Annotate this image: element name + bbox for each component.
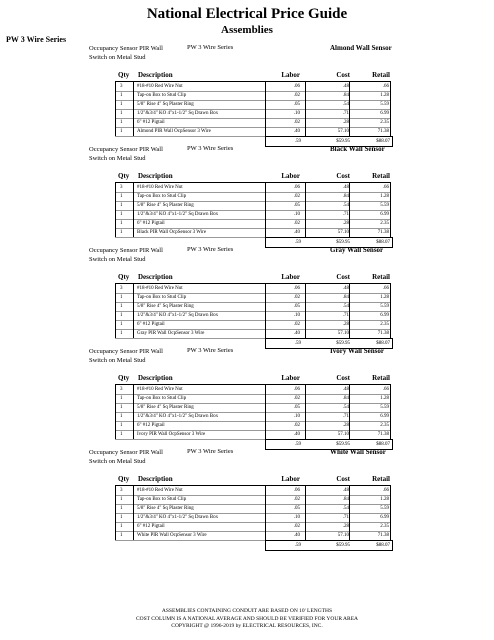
cell-qty: 1	[120, 102, 123, 107]
cell-description: Tap-on Box to Stud Clip	[137, 295, 187, 300]
cell-retail: 6.99	[380, 212, 389, 217]
cell-labor: .05	[293, 405, 300, 410]
cell-description: 6" #12 Pigtail	[137, 423, 165, 428]
column-divider	[349, 82, 350, 136]
cell-labor: .02	[293, 423, 300, 428]
cell-description: 6" #12 Pigtail	[137, 322, 165, 327]
cell-labor: .02	[293, 524, 300, 529]
assembly-section	[0, 44, 494, 148]
cell-labor: .10	[293, 313, 300, 318]
table-header	[0, 172, 494, 182]
col-header-retail: Retail	[372, 475, 390, 483]
cell-cost: .71	[342, 313, 349, 318]
column-divider	[305, 183, 306, 237]
cell-description: 6" #12 Pigtail	[137, 221, 165, 226]
assembly-line-1: Occupancy Sensor PIR Wall	[89, 348, 163, 355]
cell-labor: .40	[293, 129, 300, 134]
cell-qty: 1	[120, 111, 123, 116]
col-header-labor: Labor	[281, 71, 300, 79]
col-header-description: Description	[138, 374, 173, 382]
total-cost: $59.95	[336, 442, 350, 447]
cell-description: Gray PIR Wall OcpSensor 3 Wire	[137, 331, 205, 336]
col-header-cost: Cost	[336, 374, 350, 382]
col-header-retail: Retail	[372, 172, 390, 180]
page-title: National Electrical Price Guide	[146, 6, 348, 22]
cell-qty: 1	[120, 212, 123, 217]
table-header	[0, 374, 494, 384]
cell-retail: 71.38	[377, 432, 389, 437]
cell-labor: .40	[293, 533, 300, 538]
totals-row	[265, 540, 393, 551]
total-cost: $59.95	[336, 543, 350, 548]
parts-table	[115, 182, 391, 246]
cell-description: #18-#10 Red Wire Nut	[137, 286, 183, 291]
cell-cost: 57.10	[337, 230, 349, 235]
column-divider	[265, 82, 266, 136]
cell-retail: 1.28	[380, 295, 389, 300]
assembly-description	[89, 246, 189, 264]
col-header-labor: Labor	[281, 475, 300, 483]
total-labor: .59	[294, 341, 301, 346]
assembly-line-2: Switch on Metal Stud	[89, 54, 146, 61]
column-divider	[133, 385, 134, 439]
total-labor: .59	[294, 442, 301, 447]
assembly-name: Gray Wall Sensor	[330, 246, 384, 254]
cell-cost: .71	[342, 414, 349, 419]
cell-retail: 71.38	[377, 230, 389, 235]
cell-cost: .54	[342, 506, 349, 511]
column-divider	[349, 284, 350, 338]
assembly-line-1: Occupancy Sensor PIR Wall	[89, 247, 163, 254]
cell-retail: .66	[382, 185, 389, 190]
cell-labor: .05	[293, 203, 300, 208]
cell-labor: .40	[293, 230, 300, 235]
cell-qty: 1	[120, 423, 123, 428]
cell-description: 1/2"&3/4" KO 4"x1-1/2" Sq Drawn Box	[137, 111, 219, 116]
column-divider	[115, 284, 116, 338]
cell-description: Almond PIR Wall OcpSensor 3 Wire	[137, 129, 211, 134]
assembly-line-1: Occupancy Sensor PIR Wall	[89, 146, 163, 153]
cell-labor: .10	[293, 111, 300, 116]
col-header-description: Description	[138, 475, 173, 483]
assembly-description	[89, 145, 189, 163]
assembly-section	[0, 448, 494, 552]
cell-retail: 1.28	[380, 497, 389, 502]
cell-qty: 1	[120, 497, 123, 502]
cell-retail: 6.99	[380, 515, 389, 520]
cell-labor: .02	[293, 221, 300, 226]
cell-qty: 1	[120, 313, 123, 318]
col-header-cost: Cost	[336, 273, 350, 281]
cell-cost: .84	[342, 295, 349, 300]
cell-cost: .84	[342, 194, 349, 199]
series-heading: PW 3 Wire Series	[6, 35, 67, 44]
cell-retail: 5.59	[380, 203, 389, 208]
cell-qty: 3	[120, 185, 123, 190]
cell-description: 6" #12 Pigtail	[137, 120, 165, 125]
cell-labor: .06	[293, 84, 300, 89]
assembly-description	[89, 448, 189, 466]
cell-labor: .02	[293, 322, 300, 327]
col-header-retail: Retail	[372, 71, 390, 79]
cell-cost: .48	[342, 387, 349, 392]
cell-retail: 2.35	[380, 423, 389, 428]
cell-cost: .54	[342, 304, 349, 309]
column-divider	[349, 183, 350, 237]
column-divider	[305, 486, 306, 540]
col-header-cost: Cost	[336, 172, 350, 180]
column-divider	[265, 284, 266, 338]
cell-labor: .02	[293, 194, 300, 199]
column-divider	[305, 82, 306, 136]
assembly-series: PW 3 Wire Series	[187, 44, 234, 51]
table-header	[0, 273, 494, 283]
col-header-retail: Retail	[372, 273, 390, 281]
total-retail: $88.07	[376, 442, 390, 447]
column-divider	[133, 284, 134, 338]
cell-retail: 6.99	[380, 313, 389, 318]
cell-description: #18-#10 Red Wire Nut	[137, 185, 183, 190]
cell-labor: .40	[293, 432, 300, 437]
cell-description: 6" #12 Pigtail	[137, 524, 165, 529]
cell-retail: 1.28	[380, 194, 389, 199]
parts-table	[115, 384, 391, 448]
col-header-description: Description	[138, 71, 173, 79]
cell-description: 5/8" Rise 4" Sq Plaster Ring	[137, 203, 194, 208]
cell-retail: .66	[382, 286, 389, 291]
assembly-series: PW 3 Wire Series	[187, 448, 234, 455]
assembly-name: Ivory Wall Sensor	[330, 347, 384, 355]
column-divider	[390, 486, 391, 540]
cell-cost: .84	[342, 396, 349, 401]
col-header-description: Description	[138, 273, 173, 281]
column-divider	[305, 385, 306, 439]
cell-qty: 1	[120, 120, 123, 125]
assembly-line-1: Occupancy Sensor PIR Wall	[89, 449, 163, 456]
cell-cost: .48	[342, 185, 349, 190]
total-cost: $59.95	[336, 240, 350, 245]
cell-cost: .28	[342, 524, 349, 529]
cell-qty: 1	[120, 414, 123, 419]
cell-cost: 57.10	[337, 129, 349, 134]
cell-retail: 5.59	[380, 405, 389, 410]
cell-retail: 1.28	[380, 93, 389, 98]
cell-qty: 1	[120, 405, 123, 410]
cell-qty: 1	[120, 194, 123, 199]
cell-description: Black PIR Wall OcpSensor 3 Wire	[137, 230, 207, 235]
cell-qty: 1	[120, 396, 123, 401]
cell-labor: .05	[293, 304, 300, 309]
cell-cost: .54	[342, 405, 349, 410]
page-subtitle: Assemblies	[221, 24, 273, 36]
column-divider	[349, 486, 350, 540]
cell-cost: .84	[342, 497, 349, 502]
cell-cost: .48	[342, 286, 349, 291]
assembly-name: Black Wall Sensor	[330, 145, 385, 153]
cell-qty: 1	[120, 322, 123, 327]
cell-labor: .06	[293, 488, 300, 493]
cell-description: Tap-on Box to Stud Clip	[137, 497, 187, 502]
column-divider	[133, 82, 134, 136]
cell-qty: 1	[120, 221, 123, 226]
assembly-section	[0, 145, 494, 249]
cell-description: #18-#10 Red Wire Nut	[137, 84, 183, 89]
cell-retail: 6.99	[380, 414, 389, 419]
table-header	[0, 71, 494, 81]
cell-cost: .71	[342, 515, 349, 520]
footer-copyright: COPYRIGHT @ 1996-2019 by ELECTRICAL RESOURCES, INC.	[171, 623, 323, 629]
cell-labor: .10	[293, 414, 300, 419]
cell-description: #18-#10 Red Wire Nut	[137, 387, 183, 392]
cell-cost: 57.10	[337, 533, 349, 538]
cell-qty: 1	[120, 304, 123, 309]
cell-description: 5/8" Rise 4" Sq Plaster Ring	[137, 304, 194, 309]
column-divider	[115, 486, 116, 540]
cell-qty: 3	[120, 387, 123, 392]
cell-labor: .10	[293, 212, 300, 217]
cell-description: 1/2"&3/4" KO 4"x1-1/2" Sq Drawn Box	[137, 515, 219, 520]
total-labor: .59	[294, 139, 301, 144]
cell-description: Tap-on Box to Stud Clip	[137, 93, 187, 98]
cell-retail: 5.59	[380, 304, 389, 309]
cell-qty: 1	[120, 230, 123, 235]
cell-labor: .02	[293, 93, 300, 98]
column-divider	[390, 82, 391, 136]
col-header-qty: Qty	[118, 475, 130, 483]
col-header-labor: Labor	[281, 172, 300, 180]
column-divider	[133, 183, 134, 237]
col-header-labor: Labor	[281, 374, 300, 382]
footer-note-conduit: ASSEMBLIES CONTAINING CONDUIT ARE BASED ON 10' LENGTHS	[161, 608, 333, 614]
cell-qty: 1	[120, 129, 123, 134]
assembly-description	[89, 44, 189, 62]
assembly-series: PW 3 Wire Series	[187, 145, 234, 152]
cell-cost: .71	[342, 111, 349, 116]
assembly-name: Almond Wall Sensor	[330, 44, 392, 52]
cell-cost: .71	[342, 212, 349, 217]
column-divider	[115, 385, 116, 439]
cell-qty: 1	[120, 515, 123, 520]
cell-retail: 2.35	[380, 524, 389, 529]
column-divider	[115, 183, 116, 237]
cell-description: 5/8" Rise 4" Sq Plaster Ring	[137, 102, 194, 107]
parts-table	[115, 283, 391, 347]
col-header-qty: Qty	[118, 71, 130, 79]
cell-description: White PIR Wall OcpSensor 3 Wire	[137, 533, 207, 538]
cell-cost: .28	[342, 322, 349, 327]
cell-qty: 1	[120, 524, 123, 529]
col-header-retail: Retail	[372, 374, 390, 382]
cell-labor: .02	[293, 295, 300, 300]
total-cost: $59.95	[336, 139, 350, 144]
parts-table	[115, 485, 391, 549]
cell-retail: 6.99	[380, 111, 389, 116]
cell-labor: .06	[293, 286, 300, 291]
assembly-line-2: Switch on Metal Stud	[89, 357, 146, 364]
column-divider	[265, 183, 266, 237]
col-header-labor: Labor	[281, 273, 300, 281]
cell-labor: .40	[293, 331, 300, 336]
cell-description: 1/2"&3/4" KO 4"x1-1/2" Sq Drawn Box	[137, 414, 219, 419]
col-header-cost: Cost	[336, 475, 350, 483]
cell-labor: .05	[293, 506, 300, 511]
column-divider	[390, 183, 391, 237]
col-header-qty: Qty	[118, 172, 130, 180]
column-divider	[390, 284, 391, 338]
cell-cost: .28	[342, 423, 349, 428]
cell-retail: 2.35	[380, 322, 389, 327]
cell-labor: .06	[293, 387, 300, 392]
cell-retail: 71.38	[377, 533, 389, 538]
cell-description: Tap-on Box to Stud Clip	[137, 396, 187, 401]
assembly-section	[0, 246, 494, 350]
assembly-line-2: Switch on Metal Stud	[89, 458, 146, 465]
cell-retail: 5.59	[380, 506, 389, 511]
cell-description: 1/2"&3/4" KO 4"x1-1/2" Sq Drawn Box	[137, 212, 219, 217]
assembly-line-2: Switch on Metal Stud	[89, 256, 146, 263]
cell-qty: 1	[120, 295, 123, 300]
cell-qty: 1	[120, 432, 123, 437]
cell-qty: 1	[120, 203, 123, 208]
cell-cost: .54	[342, 102, 349, 107]
assembly-description	[89, 347, 189, 365]
cell-description: 1/2"&3/4" KO 4"x1-1/2" Sq Drawn Box	[137, 313, 219, 318]
cell-labor: .10	[293, 515, 300, 520]
total-labor: .59	[294, 543, 301, 548]
cell-cost: .54	[342, 203, 349, 208]
cell-qty: 1	[120, 533, 123, 538]
cell-qty: 1	[120, 331, 123, 336]
assembly-series: PW 3 Wire Series	[187, 347, 234, 354]
page-footer	[0, 608, 494, 631]
total-retail: $88.07	[376, 240, 390, 245]
footer-note-cost: COST COLUMN IS A NATIONAL AVERAGE AND SHOULD BE VERIFIED FOR YOUR AREA	[135, 615, 359, 622]
col-header-qty: Qty	[118, 273, 130, 281]
cell-retail: 71.38	[377, 129, 389, 134]
column-divider	[305, 284, 306, 338]
cell-labor: .06	[293, 185, 300, 190]
total-retail: $88.07	[376, 341, 390, 346]
parts-table	[115, 81, 391, 145]
cell-cost: .48	[342, 488, 349, 493]
column-divider	[133, 486, 134, 540]
col-header-qty: Qty	[118, 374, 130, 382]
cell-retail: 5.59	[380, 102, 389, 107]
cell-qty: 3	[120, 286, 123, 291]
cell-description: 5/8" Rise 4" Sq Plaster Ring	[137, 506, 194, 511]
cell-labor: .02	[293, 396, 300, 401]
column-divider	[390, 385, 391, 439]
cell-cost: 57.10	[337, 432, 349, 437]
total-labor: .59	[294, 240, 301, 245]
cell-qty: 3	[120, 488, 123, 493]
cell-cost: .28	[342, 120, 349, 125]
column-divider	[349, 385, 350, 439]
cell-labor: .02	[293, 497, 300, 502]
cell-retail: 2.35	[380, 221, 389, 226]
cell-labor: .05	[293, 102, 300, 107]
cell-qty: 3	[120, 84, 123, 89]
assembly-section	[0, 347, 494, 451]
assembly-series: PW 3 Wire Series	[187, 246, 234, 253]
cell-retail: .66	[382, 387, 389, 392]
assembly-line-1: Occupancy Sensor PIR Wall	[89, 45, 163, 52]
total-cost: $59.95	[336, 341, 350, 346]
cell-description: 5/8" Rise 4" Sq Plaster Ring	[137, 405, 194, 410]
total-retail: $88.07	[376, 543, 390, 548]
cell-description: Ivory PIR Wall OcpSensor 3 Wire	[137, 432, 206, 437]
cell-cost: 57.10	[337, 331, 349, 336]
cell-retail: .66	[382, 488, 389, 493]
cell-description: #18-#10 Red Wire Nut	[137, 488, 183, 493]
cell-retail: 2.35	[380, 120, 389, 125]
cell-cost: .28	[342, 221, 349, 226]
cell-qty: 1	[120, 93, 123, 98]
col-header-description: Description	[138, 172, 173, 180]
total-retail: $88.07	[376, 139, 390, 144]
cell-retail: 1.28	[380, 396, 389, 401]
cell-labor: .02	[293, 120, 300, 125]
cell-retail: .66	[382, 84, 389, 89]
column-divider	[265, 486, 266, 540]
column-divider	[115, 82, 116, 136]
table-header	[0, 475, 494, 485]
cell-cost: .84	[342, 93, 349, 98]
column-divider	[265, 385, 266, 439]
cell-qty: 1	[120, 506, 123, 511]
cell-description: Tap-on Box to Stud Clip	[137, 194, 187, 199]
cell-retail: 71.38	[377, 331, 389, 336]
cell-cost: .48	[342, 84, 349, 89]
assembly-line-2: Switch on Metal Stud	[89, 155, 146, 162]
assembly-name: White Wall Sensor	[330, 448, 386, 456]
col-header-cost: Cost	[336, 71, 350, 79]
